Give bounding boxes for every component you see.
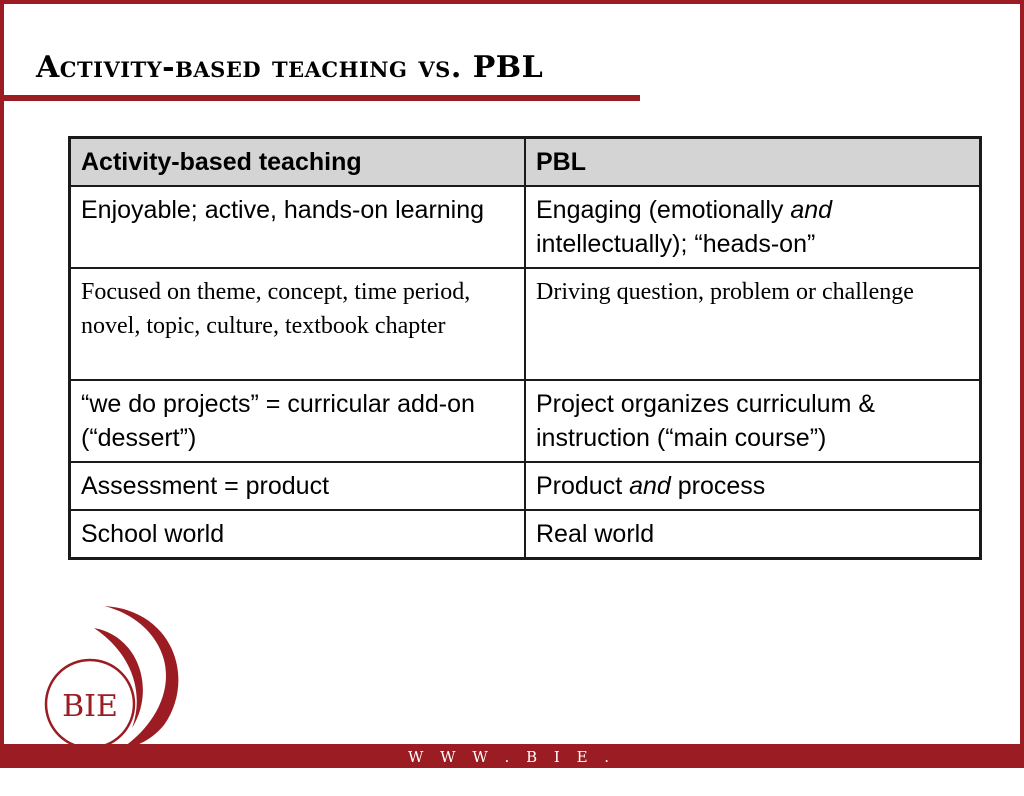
cell-text: Product [536,472,630,500]
table-row [70,462,981,510]
table-row [70,186,981,268]
slide-title: Activity-based teaching vs. PBL [36,50,544,85]
title-underline [0,95,640,101]
table-row [70,380,981,462]
table-cell-activity [70,380,526,462]
cell-text: process [670,472,766,500]
cell-emphasis: and [790,196,833,224]
cell-emphasis: and [629,472,671,500]
table-cell-pbl [525,380,981,462]
table-cell-activity [70,462,526,510]
table-row [70,268,981,380]
cell-text: Enjoyable; active, hands-on learning [81,196,485,224]
cell-text: Project organizes curriculum & instruction (“main course”) [536,390,882,452]
frame-right-border [1020,0,1024,768]
frame-top-border [0,0,1024,4]
frame-left-border [0,0,4,768]
cell-text: School world [81,520,225,548]
table-cell-pbl [525,186,981,268]
column-header-pbl: PBL [525,138,981,187]
cell-text: Real world [536,520,655,548]
cell-text: Focused on theme, concept, time period, novel, topic, culture, textbook chapter [81,279,477,339]
cell-text: Assessment = product [81,472,330,500]
cell-text: Engaging (emotionally [536,196,791,224]
footer-url: W W W . B I E . O R G [408,748,616,792]
column-header-activity: Activity-based teaching [70,138,526,187]
table-header-row [70,138,981,187]
logo-text: BIE [62,689,118,724]
table-cell-pbl [525,268,981,380]
cell-text: intellectually); “heads-on” [536,196,839,258]
table-cell-activity [70,186,526,268]
cell-text: Driving question, problem or challenge [536,279,914,305]
table-row [70,510,981,559]
bie-logo [24,600,194,750]
table-cell-pbl [525,462,981,510]
comparison-table [68,136,982,560]
cell-text: “we do projects” = curricular add-on (“dessert”) [81,390,489,452]
table-cell-activity [70,510,526,559]
table-cell-pbl [525,510,981,559]
table-cell-activity [70,268,526,380]
